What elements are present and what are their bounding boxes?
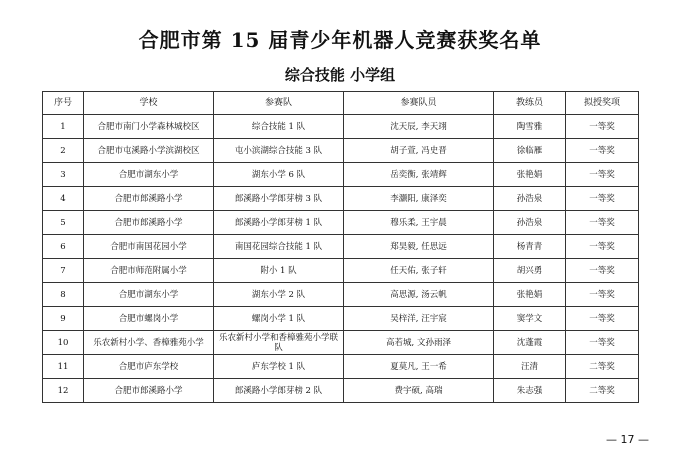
cell-members: 费宇硕, 高瑞 [344, 379, 494, 403]
cell-team: 郎溪路小学郎芽榜 2 队 [214, 379, 344, 403]
header-members: 参赛队员 [344, 92, 494, 115]
cell-index: 1 [43, 115, 84, 139]
table-row [43, 379, 639, 403]
cell-coach: 孙浩泉 [494, 211, 566, 235]
cell-members: 郑昊毅, 任思远 [344, 235, 494, 259]
cell-index: 11 [43, 355, 84, 379]
cell-index: 8 [43, 283, 84, 307]
cell-index: 4 [43, 187, 84, 211]
table-row [43, 187, 639, 211]
header-team: 参赛队 [214, 92, 344, 115]
cell-school: 合肥市湖东小学 [84, 283, 214, 307]
table-row [43, 331, 639, 355]
table-row [43, 139, 639, 163]
header-coach: 教练员 [494, 92, 566, 115]
cell-team: 乐农新村小学和香樟雅苑小学联队 [214, 331, 344, 355]
cell-coach: 朱志强 [494, 379, 566, 403]
cell-team: 湖东小学 6 队 [214, 163, 344, 187]
cell-award: 一等奖 [566, 331, 639, 355]
cell-members: 高若城, 文孙雨泽 [344, 331, 494, 355]
cell-members: 岳奕衡, 张靖辉 [344, 163, 494, 187]
cell-coach: 沈蓬霞 [494, 331, 566, 355]
table-row [43, 283, 639, 307]
cell-team: 湖东小学 2 队 [214, 283, 344, 307]
document-subtitle: 综合技能 小学组 [284, 66, 396, 84]
header-award: 拟授奖项 [566, 92, 639, 115]
cell-award: 二等奖 [566, 355, 639, 379]
cell-index: 7 [43, 259, 84, 283]
header-school: 学校 [84, 92, 214, 115]
cell-index: 9 [43, 307, 84, 331]
table-row [43, 355, 639, 379]
cell-index: 3 [43, 163, 84, 187]
cell-school: 合肥市南国花园小学 [84, 235, 214, 259]
cell-team: 郎溪路小学郎芽榜 3 队 [214, 187, 344, 211]
table-row [43, 235, 639, 259]
cell-team: 附小 1 队 [214, 259, 344, 283]
cell-coach: 胡兴勇 [494, 259, 566, 283]
cell-coach: 窦学文 [494, 307, 566, 331]
cell-index: 10 [43, 331, 84, 355]
cell-school: 合肥市南门小学森林城校区 [84, 115, 214, 139]
cell-school: 合肥市湖东小学 [84, 163, 214, 187]
cell-award: 一等奖 [566, 259, 639, 283]
header-index: 序号 [43, 92, 84, 115]
cell-award: 二等奖 [566, 379, 639, 403]
document-title: 合肥市第 15 届青少年机器人竞赛获奖名单 [138, 28, 542, 52]
cell-award: 一等奖 [566, 139, 639, 163]
cell-coach: 杨青青 [494, 235, 566, 259]
cell-team: 庐东学校 1 队 [214, 355, 344, 379]
cell-school: 合肥市师范附属小学 [84, 259, 214, 283]
cell-members: 胡子萱, 冯史晋 [344, 139, 494, 163]
cell-award: 一等奖 [566, 115, 639, 139]
cell-index: 12 [43, 379, 84, 403]
cell-award: 一等奖 [566, 187, 639, 211]
cell-award: 一等奖 [566, 163, 639, 187]
table-row [43, 307, 639, 331]
cell-school: 合肥市屯溪路小学滨湖校区 [84, 139, 214, 163]
cell-team: 屯小滨湖综合技能 3 队 [214, 139, 344, 163]
table-row [43, 163, 639, 187]
cell-coach: 孙浩泉 [494, 187, 566, 211]
page-number: — 17 — [606, 433, 649, 446]
cell-index: 6 [43, 235, 84, 259]
cell-members: 任天佑, 张子轩 [344, 259, 494, 283]
cell-coach: 汪清 [494, 355, 566, 379]
cell-school: 合肥市螺岗小学 [84, 307, 214, 331]
table-row [43, 211, 639, 235]
table-header-row [43, 92, 639, 115]
cell-team: 螺岗小学 1 队 [214, 307, 344, 331]
cell-team: 综合技能 1 队 [214, 115, 344, 139]
cell-school: 合肥市郎溪路小学 [84, 379, 214, 403]
awards-table [42, 91, 639, 403]
cell-members: 沈天辰, 李天翊 [344, 115, 494, 139]
cell-school: 合肥市郎溪路小学 [84, 211, 214, 235]
cell-index: 2 [43, 139, 84, 163]
cell-team: 南国花园综合技能 1 队 [214, 235, 344, 259]
cell-award: 一等奖 [566, 211, 639, 235]
table-body [43, 115, 639, 403]
cell-coach: 张艳娟 [494, 283, 566, 307]
cell-coach: 张艳娟 [494, 163, 566, 187]
cell-coach: 陶雪雅 [494, 115, 566, 139]
cell-members: 李灏阳, 康泽奕 [344, 187, 494, 211]
cell-coach: 徐临雁 [494, 139, 566, 163]
table-row [43, 259, 639, 283]
cell-members: 吴梓洋, 汪宇宸 [344, 307, 494, 331]
cell-members: 夏莫凡, 王一希 [344, 355, 494, 379]
cell-members: 高思源, 汤云帆 [344, 283, 494, 307]
cell-award: 一等奖 [566, 283, 639, 307]
cell-members: 穆乐柔, 王宇晨 [344, 211, 494, 235]
cell-award: 一等奖 [566, 235, 639, 259]
cell-school: 合肥市郎溪路小学 [84, 187, 214, 211]
cell-school: 合肥市庐东学校 [84, 355, 214, 379]
cell-index: 5 [43, 211, 84, 235]
table-row [43, 115, 639, 139]
cell-team: 郎溪路小学郎芽榜 1 队 [214, 211, 344, 235]
cell-school: 乐农新村小学、香樟雅苑小学 [84, 331, 214, 355]
cell-award: 一等奖 [566, 307, 639, 331]
